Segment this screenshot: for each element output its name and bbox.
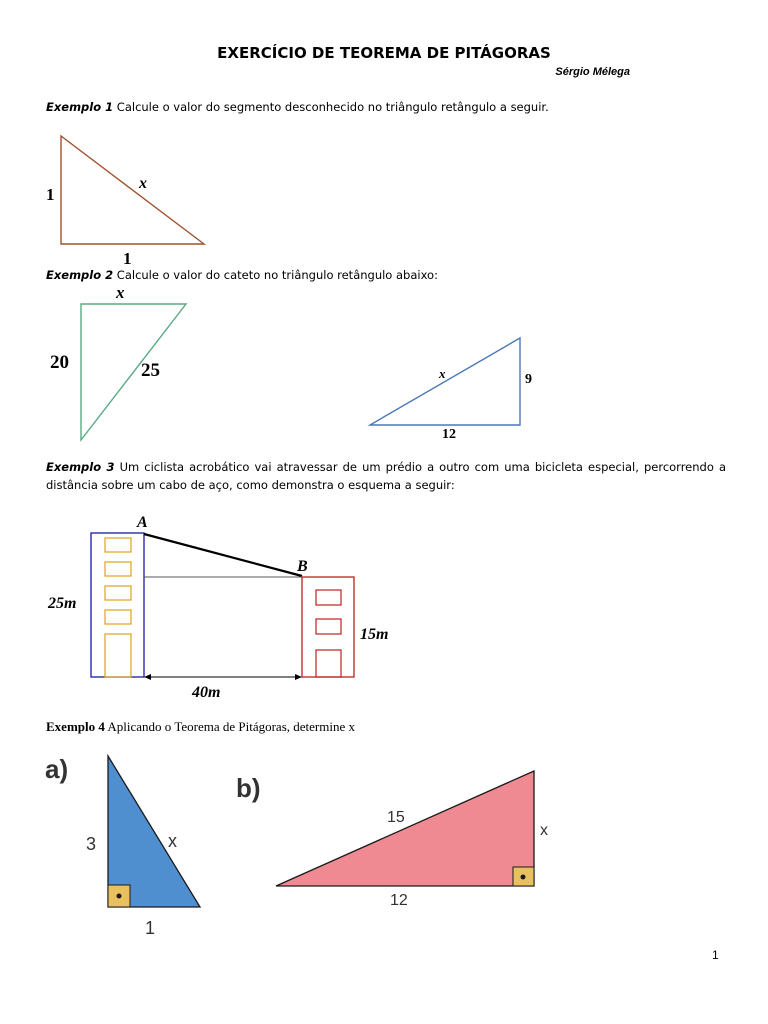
steel-cable	[144, 534, 302, 576]
exercise-2-triangle-1	[50, 283, 186, 440]
left-window	[105, 586, 131, 600]
exercise-1-statement: Calcule o valor do segmento desconhecido no triângulo retângulo a seguir.	[113, 100, 549, 114]
exercise-3-scheme	[47, 514, 388, 701]
point-b-label: B	[297, 558, 308, 575]
right-building	[302, 577, 354, 677]
triangle-1-shape	[61, 136, 204, 244]
bottom-side-label: 1	[145, 918, 156, 938]
hypotenuse-label: x	[139, 175, 147, 192]
side-left-label: 1	[46, 185, 55, 204]
left-height-label: 25m	[48, 595, 77, 612]
triangle-4a-shape	[108, 756, 200, 907]
exercise-2-triangle-2	[370, 338, 532, 442]
hypotenuse-label: 15	[387, 809, 405, 826]
page-number: 1	[712, 948, 719, 962]
exercise-3-label: Exemplo 3	[46, 460, 115, 474]
right-door	[316, 650, 341, 677]
right-window	[316, 590, 341, 605]
exercise-1-triangle	[46, 136, 204, 268]
hypotenuse-label: x	[168, 831, 177, 851]
left-side-label: 20	[50, 352, 69, 373]
right-window	[316, 619, 341, 634]
top-side-label: x	[116, 283, 125, 302]
hypotenuse-label: 25	[141, 360, 160, 381]
left-building	[91, 533, 144, 677]
arrow-head-left	[144, 674, 151, 680]
exercise-4a	[45, 754, 200, 938]
triangle-4b-shape	[276, 771, 534, 886]
exercise-2-label: Exemplo 2	[46, 268, 114, 282]
point-a-label: A	[137, 514, 148, 531]
side-bottom-label: 1	[123, 249, 132, 268]
right-side-label: x	[540, 822, 548, 839]
right-angle-dot	[117, 894, 122, 899]
exercise-4b	[236, 771, 548, 909]
bottom-side-label: 12	[442, 427, 456, 442]
page-title: EXERCÍCIO DE TEOREMA DE PITÁGORAS	[217, 44, 551, 62]
exercise-3-text	[46, 458, 726, 494]
left-side-label: 3	[86, 834, 97, 854]
exercise-3-statement: Um ciclista acrobático vai atravessar de um prédio a outro com uma bicicleta especial, percorrendo a distância sobre um cabo de aço, como demonstra o esquema a seguir:	[46, 460, 726, 492]
item-a-tag: a)	[45, 754, 69, 784]
exercise-2-statement: Calcule o valor do cateto no triângulo retângulo abaixo:	[113, 268, 438, 282]
hypotenuse-label: x	[439, 366, 446, 381]
exercise-4-label: Exemplo 4	[46, 719, 105, 734]
item-b-tag: b)	[236, 773, 261, 803]
exercise-1-label: Exemplo 1	[46, 100, 114, 114]
exercise-2-text	[46, 266, 746, 284]
right-side-label: 9	[525, 372, 532, 387]
author-name: Sérgio Mélega	[555, 66, 630, 78]
exercise-4-statement: Aplicando o Teorema de Pitágoras, determine x	[104, 719, 355, 734]
bottom-side-label: 12	[390, 892, 408, 909]
left-window	[105, 562, 131, 576]
left-door	[105, 634, 131, 677]
triangle-2b-shape	[370, 338, 520, 425]
left-window	[105, 610, 131, 624]
exercise-4-text	[46, 719, 746, 735]
right-height-label: 15m	[360, 626, 389, 643]
triangle-2a-shape	[81, 304, 186, 440]
distance-label: 40m	[192, 684, 221, 701]
arrow-head-right	[295, 674, 302, 680]
left-window	[105, 538, 131, 552]
right-angle-dot	[521, 875, 526, 880]
